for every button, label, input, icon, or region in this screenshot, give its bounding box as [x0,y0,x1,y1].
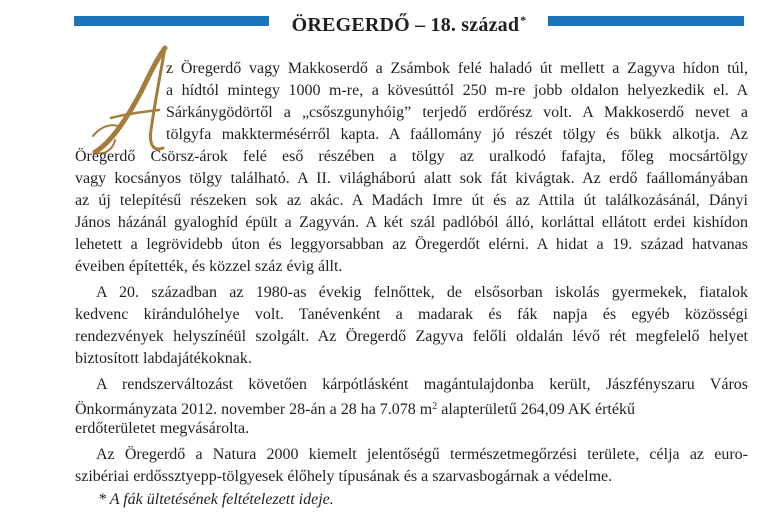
p4-line-2: szibériai erdőssztyepp-tölgyesek élőhely típusának és a szarvasbogárnak a védelme. [75,468,613,485]
p3-line-2-tail: alapterületű 264,09 AK értékű [437,401,635,418]
dropcap-a-svg [91,40,171,158]
page-title [270,6,548,39]
title-bar-right [548,16,744,26]
title-text: ÖREGERDŐ – 18. század [291,14,520,36]
title-footnote-marker: * [520,13,527,27]
p1-line-10: éveiben építették, és közzel száz évig állt. [75,258,343,275]
p2-line-4: biztosított labdajátékoknak. [75,350,252,367]
p2-line-3: rendezvények helyszínéül szolgált. Az Öregerdő Zagyva felőli oldalán lévő rét megfelelő helyet [75,328,748,345]
p3-line-2-head: Önkormányzata 2012. november 28-án a 28 ha 7.078 m [75,401,433,418]
p3-line-1: A rendszerváltozást követően kárpótlásként magántulajdonba került, Jászfényszaru Város [96,376,748,393]
p1-line-8: János házánál gyaloghíd épült a Zagyván. A két szál padlóból álló, korláttal ellátott erdei kishídon [75,214,748,231]
p1-line-5: Öregerdő Csörsz-árok felé eső részében a tölgy az uralkodó fafajta, főleg mocsártölgy [75,148,748,165]
dropcap-letter [91,40,171,158]
title-row [0,6,773,34]
p2-line-1: A 20. században az 1980-as évekig felnőttek, de elsősorban iskolás gyermekek, fiatalok [96,284,748,301]
p1-line-7: az új telepítésű részeken sok az akác. A Madách Imre út és az Attila út találkozásánál, Dányi [75,192,748,209]
p3-line-2 [75,397,748,420]
footnote: * A fák ültetésének feltételezett ideje. [98,491,334,508]
p3-line-2-part [75,397,635,420]
p1-line-3: Sárkánygödörtől a „csőszgunyhóig” terjedő erdőrész volt. A Makkoserdő nevet a [166,104,748,121]
p1-line-6: vagy kocsányos tölgy található. A II. világháború alatt sok fát kivágtak. Az erdő faállományában [75,170,748,187]
p4-line-1: Az Öregerdő a Natura 2000 kiemelt jelentőségű természetmegőrzési területe, célja az euro- [96,446,748,463]
title-bar-left [74,16,269,26]
p1-line-1: z Öregerdő vagy Makkoserdő a Zsámbok felé haladó út mellett a Zagyva hídon túl, [166,60,748,77]
p2-line-2: kedvenc kirándulóhelye volt. Tanévenként a madarak és fák napja és egyéb közösségi [75,306,748,323]
p3-superscript: 2 [432,401,438,412]
p3-line-3: erdőterületet megvásárolta. [75,420,250,437]
p1-line-2: a hídtól mintegy 1000 m-re, a kövesúttól 250 m-re jobb oldalon helyezkedik el. A [166,82,748,99]
p1-line-4: tölgyfa makktermésérről kapta. A faállomány jó részét tölgy és bükk alkotja. Az [166,126,748,143]
p1-line-9: lehetett a legrövidebb úton és leggyorsabban az Öregerdőt elérni. A hidat a 19. század hatvanas [75,236,748,253]
